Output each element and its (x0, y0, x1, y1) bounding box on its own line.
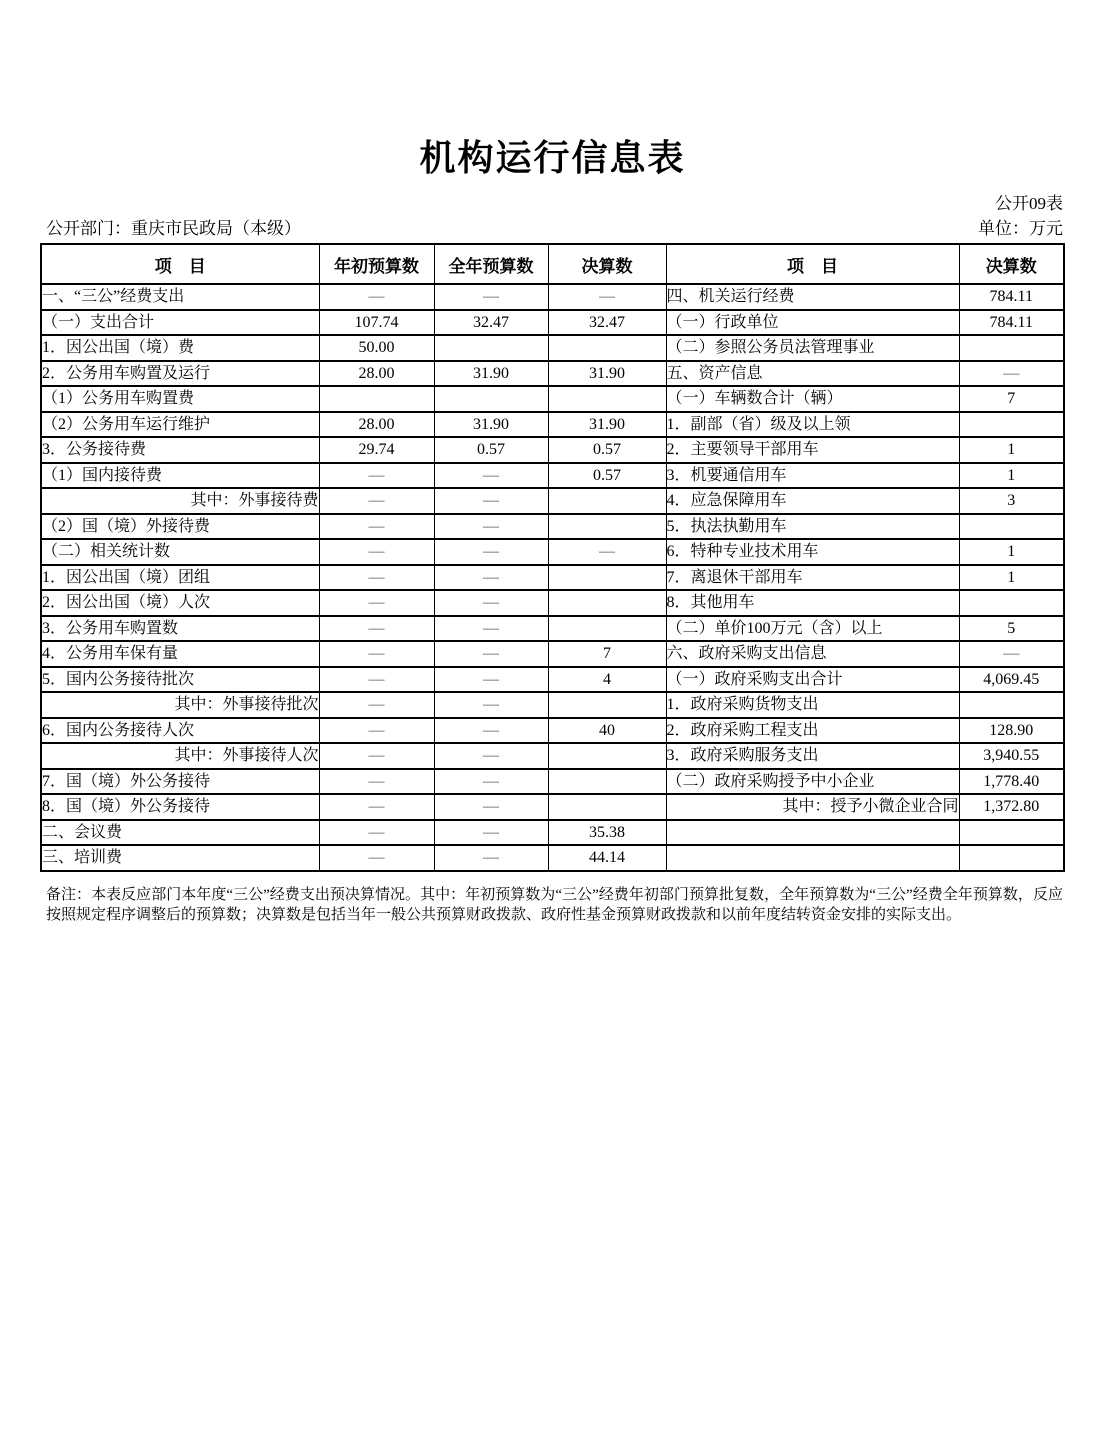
value-cell (548, 590, 666, 616)
item-label-cell: 1．因公出国（境）费 (41, 335, 319, 361)
item-label-cell: 1．因公出国（境）团组 (41, 565, 319, 591)
col-header-final-account-left: 决算数 (548, 244, 666, 284)
value-cell (959, 590, 1064, 616)
table-header-row (41, 244, 1064, 284)
value-cell: — (434, 641, 548, 667)
table-row (41, 845, 1064, 871)
value-cell: 1 (959, 565, 1064, 591)
value-cell: — (319, 539, 434, 565)
value-cell: — (319, 514, 434, 540)
value-cell (548, 565, 666, 591)
value-cell: 1 (959, 463, 1064, 489)
value-cell: — (434, 514, 548, 540)
value-cell: — (434, 820, 548, 846)
value-cell: — (319, 820, 434, 846)
value-cell: — (319, 845, 434, 871)
item-label-cell: 一、“三公”经费支出 (41, 284, 319, 310)
value-cell: 128.90 (959, 718, 1064, 744)
value-cell: — (434, 590, 548, 616)
table-row (41, 361, 1064, 387)
value-cell: — (434, 463, 548, 489)
value-cell (434, 335, 548, 361)
value-cell: 32.47 (434, 310, 548, 336)
value-cell: 5 (959, 616, 1064, 642)
value-cell (959, 514, 1064, 540)
unit-label: 单位：万元 (978, 219, 1063, 238)
value-cell (548, 743, 666, 769)
value-cell (548, 488, 666, 514)
value-cell: — (319, 590, 434, 616)
table-row (41, 820, 1064, 846)
value-cell: 3 (959, 488, 1064, 514)
value-cell (548, 335, 666, 361)
value-cell: 1,778.40 (959, 769, 1064, 795)
value-cell: 784.11 (959, 310, 1064, 336)
value-cell: — (434, 616, 548, 642)
table-row (41, 692, 1064, 718)
value-cell: — (434, 565, 548, 591)
value-cell (548, 794, 666, 820)
value-cell: 44.14 (548, 845, 666, 871)
table-row (41, 412, 1064, 438)
item-label-cell: （2）国（境）外接待费 (41, 514, 319, 540)
value-cell: 28.00 (319, 361, 434, 387)
item-label-cell: 5．执法执勤用车 (666, 514, 959, 540)
item-label-cell: 二、会议费 (41, 820, 319, 846)
value-cell (959, 845, 1064, 871)
col-header-initial-budget: 年初预算数 (319, 244, 434, 284)
table-row (41, 514, 1064, 540)
value-cell: — (319, 667, 434, 693)
table-row (41, 386, 1064, 412)
form-code-label: 公开09表 (995, 194, 1063, 213)
item-label-cell: 3．政府采购服务支出 (666, 743, 959, 769)
item-label-cell: （一）车辆数合计（辆） (666, 386, 959, 412)
item-label-cell: 其中：外事接待人次 (41, 743, 319, 769)
value-cell (959, 820, 1064, 846)
item-label-cell: 8．国（境）外公务接待 (41, 794, 319, 820)
value-cell: 31.90 (548, 412, 666, 438)
value-cell: — (434, 769, 548, 795)
value-cell: 31.90 (434, 361, 548, 387)
value-cell: 50.00 (319, 335, 434, 361)
value-cell: — (319, 794, 434, 820)
item-label-cell: 3．公务接待费 (41, 437, 319, 463)
item-label-cell: 4．应急保障用车 (666, 488, 959, 514)
value-cell: — (434, 718, 548, 744)
value-cell (548, 769, 666, 795)
table-row (41, 769, 1064, 795)
table-row (41, 565, 1064, 591)
item-label-cell: （一）支出合计 (41, 310, 319, 336)
item-label-cell: 2．主要领导干部用车 (666, 437, 959, 463)
value-cell: 784.11 (959, 284, 1064, 310)
table-row (41, 794, 1064, 820)
table-row (41, 616, 1064, 642)
item-label-cell: 三、培训费 (41, 845, 319, 871)
value-cell: — (959, 641, 1064, 667)
item-label-cell: 3．机要通信用车 (666, 463, 959, 489)
value-cell (319, 386, 434, 412)
table-row (41, 335, 1064, 361)
value-cell: 107.74 (319, 310, 434, 336)
value-cell: 32.47 (548, 310, 666, 336)
value-cell: — (959, 361, 1064, 387)
page-title: 机构运行信息表 (419, 138, 686, 178)
item-label-cell: （1）公务用车购置费 (41, 386, 319, 412)
item-label-cell: 其中：外事接待费 (41, 488, 319, 514)
value-cell: — (319, 718, 434, 744)
item-label-cell: （一）政府采购支出合计 (666, 667, 959, 693)
item-label-cell: 五、资产信息 (666, 361, 959, 387)
value-cell: 3,940.55 (959, 743, 1064, 769)
value-cell: 0.57 (434, 437, 548, 463)
value-cell: 1 (959, 539, 1064, 565)
value-cell: 0.57 (548, 437, 666, 463)
value-cell: 1,372.80 (959, 794, 1064, 820)
item-label-cell: 3．公务用车购置数 (41, 616, 319, 642)
value-cell: 40 (548, 718, 666, 744)
item-label-cell: 其中：授予小微企业合同 (666, 794, 959, 820)
item-label-cell: 四、机关运行经费 (666, 284, 959, 310)
value-cell (959, 335, 1064, 361)
item-label-cell: 6．国内公务接待人次 (41, 718, 319, 744)
value-cell: — (434, 743, 548, 769)
value-cell: 4 (548, 667, 666, 693)
value-cell: 29.74 (319, 437, 434, 463)
item-label-cell (666, 820, 959, 846)
value-cell: — (319, 743, 434, 769)
value-cell: 35.38 (548, 820, 666, 846)
value-cell: 0.57 (548, 463, 666, 489)
item-label-cell: 7．国（境）外公务接待 (41, 769, 319, 795)
table-row (41, 463, 1064, 489)
value-cell (548, 514, 666, 540)
table-row (41, 667, 1064, 693)
table-row (41, 310, 1064, 336)
item-label-cell: 2．政府采购工程支出 (666, 718, 959, 744)
value-cell: 31.90 (548, 361, 666, 387)
item-label-cell: 2．因公出国（境）人次 (41, 590, 319, 616)
table-row (41, 718, 1064, 744)
value-cell: — (319, 692, 434, 718)
value-cell: — (548, 284, 666, 310)
item-label-cell: （一）行政单位 (666, 310, 959, 336)
item-label-cell: 4．公务用车保有量 (41, 641, 319, 667)
col-header-item-left: 项 目 (41, 244, 319, 284)
value-cell: — (434, 284, 548, 310)
value-cell (548, 386, 666, 412)
table-row (41, 743, 1064, 769)
value-cell (959, 692, 1064, 718)
value-cell: — (319, 769, 434, 795)
value-cell: — (434, 794, 548, 820)
value-cell: — (319, 463, 434, 489)
table-row (41, 539, 1064, 565)
table-row (41, 488, 1064, 514)
table-row (41, 284, 1064, 310)
item-label-cell: （2）公务用车运行维护 (41, 412, 319, 438)
value-cell: — (319, 488, 434, 514)
item-label-cell: （1）国内接待费 (41, 463, 319, 489)
item-label-cell: 5．国内公务接待批次 (41, 667, 319, 693)
value-cell: — (434, 488, 548, 514)
item-label-cell: 其中：外事接待批次 (41, 692, 319, 718)
item-label-cell: 1．政府采购货物支出 (666, 692, 959, 718)
col-header-item-right: 项 目 (666, 244, 959, 284)
value-cell (434, 386, 548, 412)
value-cell: 28.00 (319, 412, 434, 438)
item-label-cell: 1．副部（省）级及以上领 (666, 412, 959, 438)
value-cell (548, 692, 666, 718)
value-cell: — (434, 667, 548, 693)
item-label-cell: 2．公务用车购置及运行 (41, 361, 319, 387)
value-cell: — (434, 692, 548, 718)
item-label-cell: 6．特种专业技术用车 (666, 539, 959, 565)
value-cell: — (319, 641, 434, 667)
table-row (41, 437, 1064, 463)
operation-info-table (40, 243, 1065, 872)
footnote: 备注：本表反应部门本年度“三公”经费支出预决算情况。其中：年初预算数为“三公”经费年初部门预算批复数，全年预算数为“三公”经费全年预算数，反应按照规定程序调整后的预算数；决算数是包括当年一般公共预算财政拨款、政府性基金预算财政拨款和以前年度结转资金安排的实际支出。 (46, 886, 1063, 923)
value-cell: — (548, 539, 666, 565)
value-cell: 7 (959, 386, 1064, 412)
item-label-cell: （二）政府采购授予中小企业 (666, 769, 959, 795)
value-cell (548, 616, 666, 642)
meta-row (46, 214, 1063, 239)
table-row (41, 641, 1064, 667)
item-label-cell: 7．离退休干部用车 (666, 565, 959, 591)
col-header-final-account-right: 决算数 (959, 244, 1064, 284)
item-label-cell: （二）参照公务员法管理事业 (666, 335, 959, 361)
item-label-cell (666, 845, 959, 871)
item-label-cell: （二）相关统计数 (41, 539, 319, 565)
value-cell: 1 (959, 437, 1064, 463)
value-cell: — (319, 565, 434, 591)
value-cell: — (319, 616, 434, 642)
value-cell: 4,069.45 (959, 667, 1064, 693)
col-header-annual-budget: 全年预算数 (434, 244, 548, 284)
value-cell: 7 (548, 641, 666, 667)
item-label-cell: 8．其他用车 (666, 590, 959, 616)
table-row (41, 590, 1064, 616)
value-cell: — (319, 284, 434, 310)
item-label-cell: 六、政府采购支出信息 (666, 641, 959, 667)
value-cell (959, 412, 1064, 438)
value-cell: — (434, 845, 548, 871)
value-cell: 31.90 (434, 412, 548, 438)
value-cell: — (434, 539, 548, 565)
item-label-cell: （二）单价100万元（含）以上 (666, 616, 959, 642)
department-label: 公开部门：重庆市民政局（本级） (46, 219, 301, 238)
